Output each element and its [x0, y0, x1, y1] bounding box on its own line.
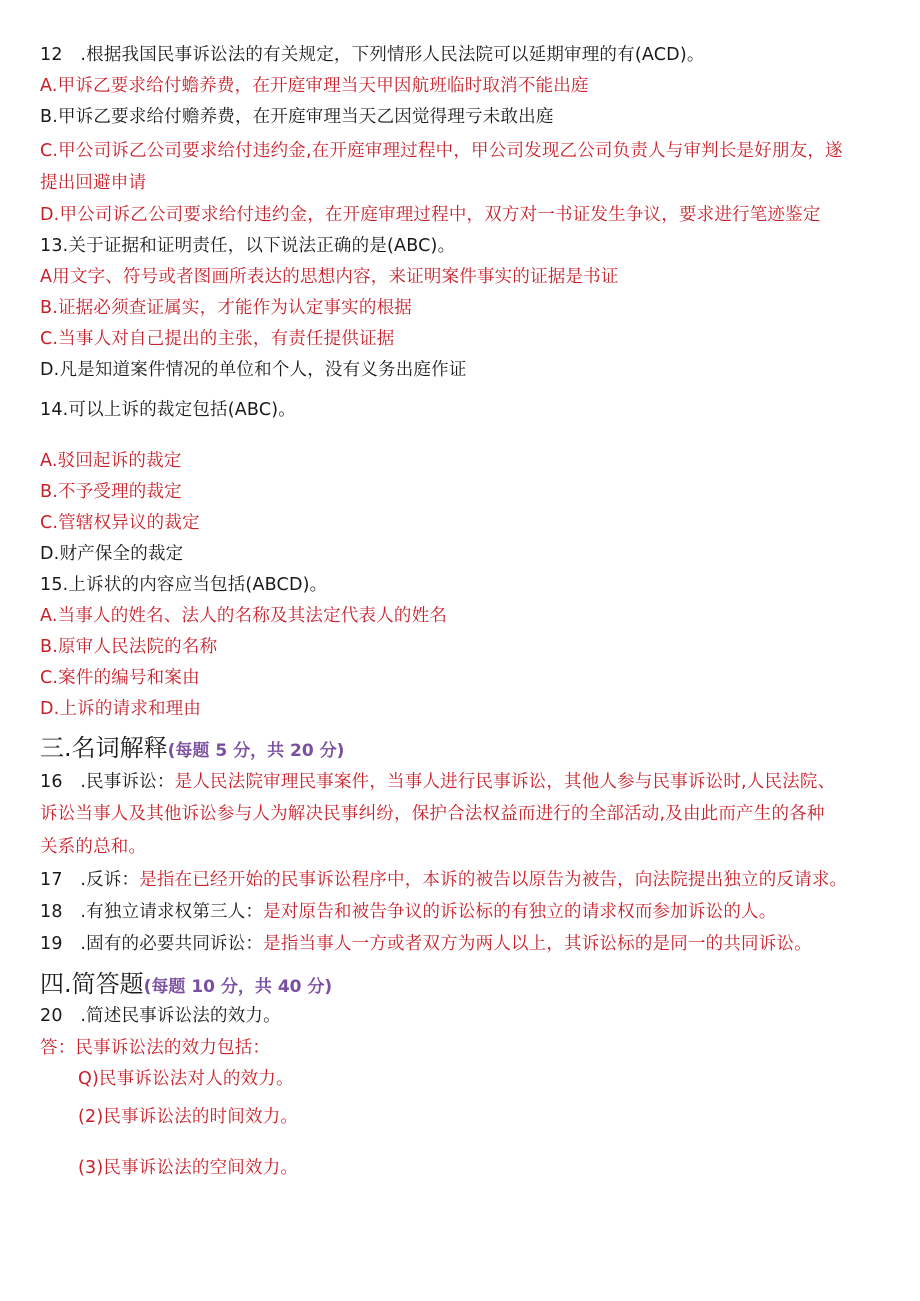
q17-definition [40, 869, 847, 891]
q12-option-c-cont: 提出回避申请 [40, 173, 147, 193]
q12-stem: 12 .根据我国民事诉讼法的有关规定，下列情形人民法院可以延期审理的有(ACD)。 [40, 45, 705, 65]
q17-def: 是指在已经开始的民事诉讼程序中，本诉的被告以原告为被告，向法院提出独立的反请求。 [139, 870, 848, 890]
section-3-points: (每题 5 分，共 20 分) [167, 741, 345, 761]
section-4-points: (每题 10 分，共 40 分) [143, 977, 333, 997]
q19-term: 19 .固有的必要共同诉讼： [40, 934, 264, 954]
q17-term: 17 .反诉： [40, 870, 140, 890]
q16-term: 16 .民事诉讼： [40, 772, 175, 792]
section-4-title: 四.简答题 [40, 970, 144, 998]
q14-option-c: C.管辖权异议的裁定 [40, 513, 200, 533]
q12-option-a: A.甲诉乙要求给付蟾养费，在开庭审理当天甲因航班临时取消不能出庭 [40, 76, 589, 96]
q20-point-2: (2)民事诉讼法的时间效力。 [78, 1107, 299, 1127]
q16-definition [40, 771, 835, 793]
section-4-heading [40, 970, 332, 1001]
q13-option-a: A用文字、符号或者图画所表达的思想内容，来证明案件事实的证据是书证 [40, 267, 619, 287]
q18-definition [40, 901, 776, 923]
q13-option-c: C.当事人对自己提出的主张，有责任提供证据 [40, 329, 395, 349]
q19-def: 是指当事人一方或者双方为两人以上，其诉讼标的是同一的共同诉讼。 [263, 934, 812, 954]
q12-option-b: B.甲诉乙要求给付赡养费，在开庭审理当天乙因觉得理亏未敢出庭 [40, 107, 554, 127]
q13-option-d: D.凡是知道案件情况的单位和个人，没有义务出庭作证 [40, 360, 467, 380]
q16-def-line3: 关系的总和。 [40, 837, 147, 857]
q20-answer-intro: 答：民事诉讼法的效力包括： [40, 1038, 271, 1058]
q20-point-3: (3)民事诉讼法的空间效力。 [78, 1158, 299, 1178]
q15-option-b: B.原审人民法院的名称 [40, 637, 218, 657]
section-3-title: 三.名词解释 [40, 734, 168, 762]
q12-option-c: C.甲公司诉乙公司要求给付违约金,在开庭审理过程中，甲公司发现乙公司负责人与审判长是好朋友，遂 [40, 141, 843, 161]
q14-option-a: A.驳回起诉的裁定 [40, 451, 182, 471]
q18-def: 是对原告和被告争议的诉讼标的有独立的请求权而参加诉讼的人。 [263, 902, 777, 922]
q15-stem: 15.上诉状的内容应当包括(ABCD)。 [40, 575, 328, 595]
q19-definition [40, 933, 812, 955]
q15-option-d: D.上诉的请求和理由 [40, 699, 202, 719]
q20-point-1: Q)民事诉讼法对人的效力。 [78, 1069, 294, 1089]
q14-option-b: B.不予受理的裁定 [40, 482, 182, 502]
q12-option-d: D.甲公司诉乙公司要求给付违约金，在开庭审理过程中，双方对一书证发生争议，要求进行笔迹鉴定 [40, 205, 821, 225]
q16-def-line1: 是人民法院审理民事案件，当事人进行民事诉讼，其他人参与民事诉讼时,人民法院、 [174, 772, 836, 792]
q20-stem: 20 .简述民事诉讼法的效力。 [40, 1006, 281, 1026]
section-3-heading [40, 734, 344, 765]
q14-option-d: D.财产保全的裁定 [40, 544, 184, 564]
q13-stem: 13.关于证据和证明责任，以下说法正确的是(ABC)。 [40, 236, 456, 256]
q14-stem: 14.可以上诉的裁定包括(ABC)。 [40, 400, 296, 420]
q15-option-c: C.案件的编号和案由 [40, 668, 200, 688]
q13-option-b: B.证据必须查证属实，才能作为认定事实的根据 [40, 298, 412, 318]
q16-def-line2: 诉讼当事人及其他诉讼参与人为解决民事纠纷，保护合法权益而进行的全部活动,及由此而产生的各种 [40, 804, 825, 824]
q15-option-a: A.当事人的姓名、法人的名称及其法定代表人的姓名 [40, 606, 448, 626]
q18-term: 18 .有独立请求权第三人： [40, 902, 264, 922]
